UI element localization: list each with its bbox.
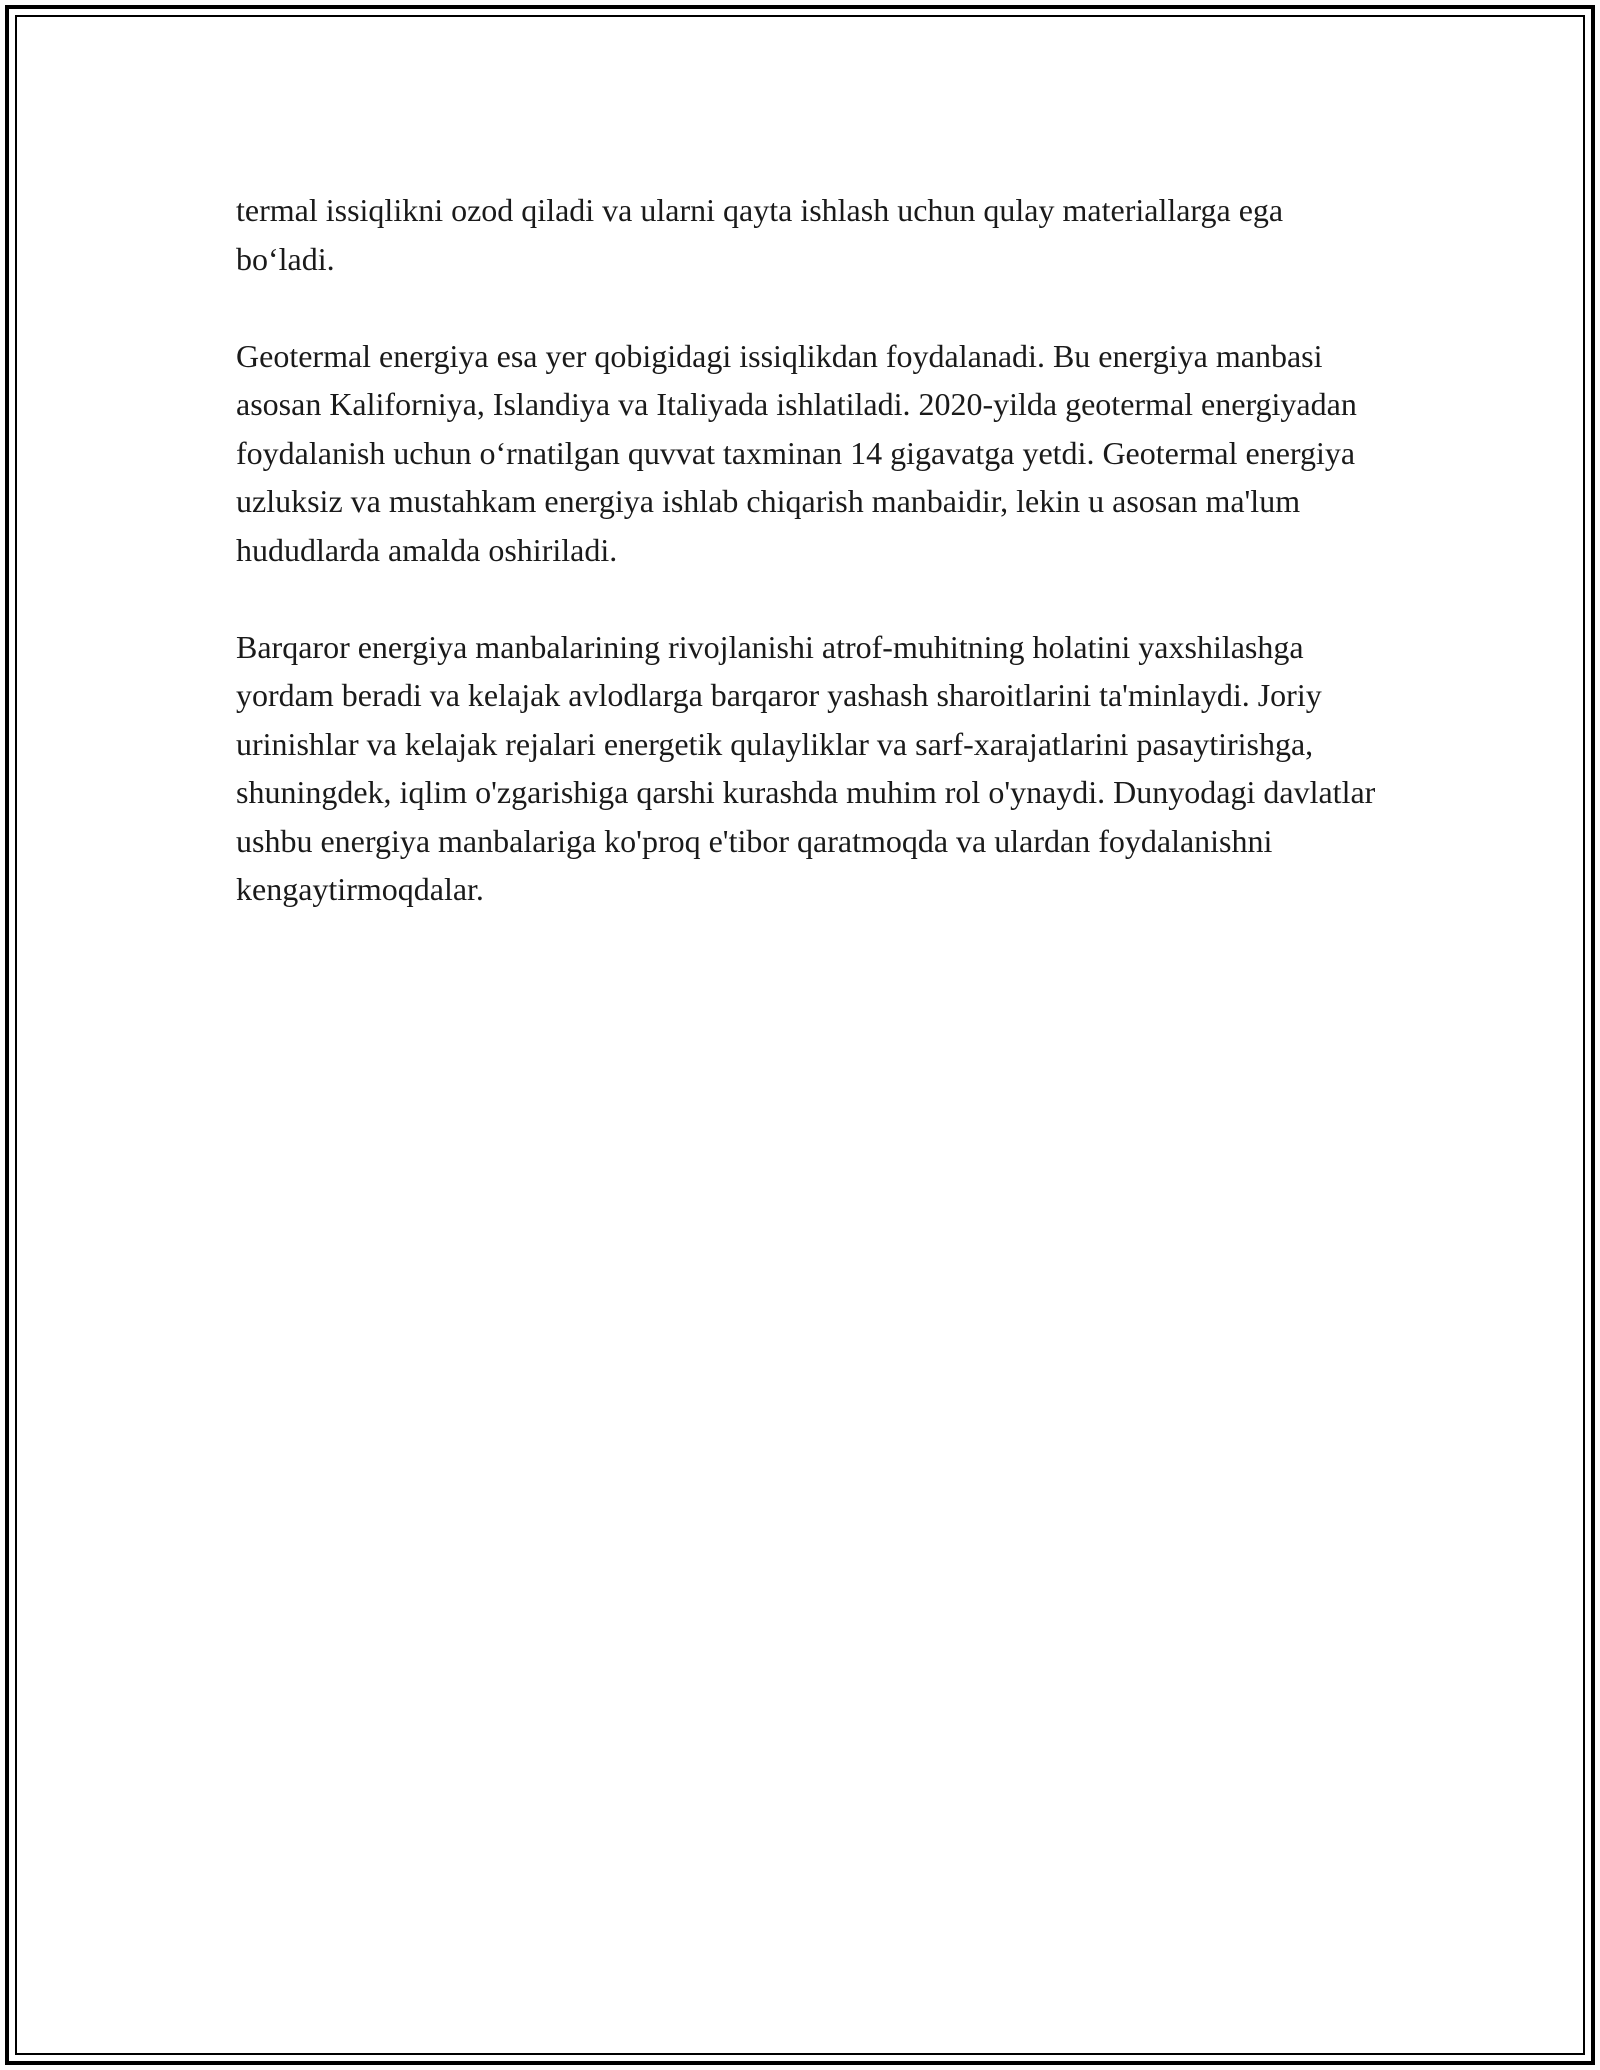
paragraph-2: Geotermal energiya esa yer qobigidagi issiqlikdan foydalanadi. Bu energiya manbasi asosan Kaliforniya, Islandiya va Italiyada ishlatiladi. 2020-yilda geotermal energiyadan foydalanish uchun o‘rnatilgan quvvat taxminan 14 gigavatga yetdi. Geotermal energiya uzluksiz va mustahkam energiya ishlab chiqarish manbaidir, lekin u asosan ma'lum hududlarda amalda oshiriladi.	[236, 337, 1357, 568]
document-body	[236, 186, 1376, 914]
paragraph-3: Barqaror energiya manbalarining rivojlanishi atrof-muhitning holatini yaxshilashga yordam beradi va kelajak avlodlarga barqaror yashash sharoitlarini ta'minlaydi. Joriy urinishlar va kelajak rejalari energetik qulayliklar va sarf-xarajatlarini pasaytirishga, shuningdek, iqlim o'zgarishiga qarshi kurashda muhim rol o'ynaydi. Dunyodagi davlatlar ushbu energiya manbalariga ko'proq e'tibor qaratmoqda va ulardan foydalanishni kengaytirmoqdalar.	[236, 628, 1376, 907]
paragraph-1: termal issiqlikni ozod qiladi va ularni qayta ishlash uchun qulay materiallarga ega bo‘ladi.	[236, 192, 1284, 277]
